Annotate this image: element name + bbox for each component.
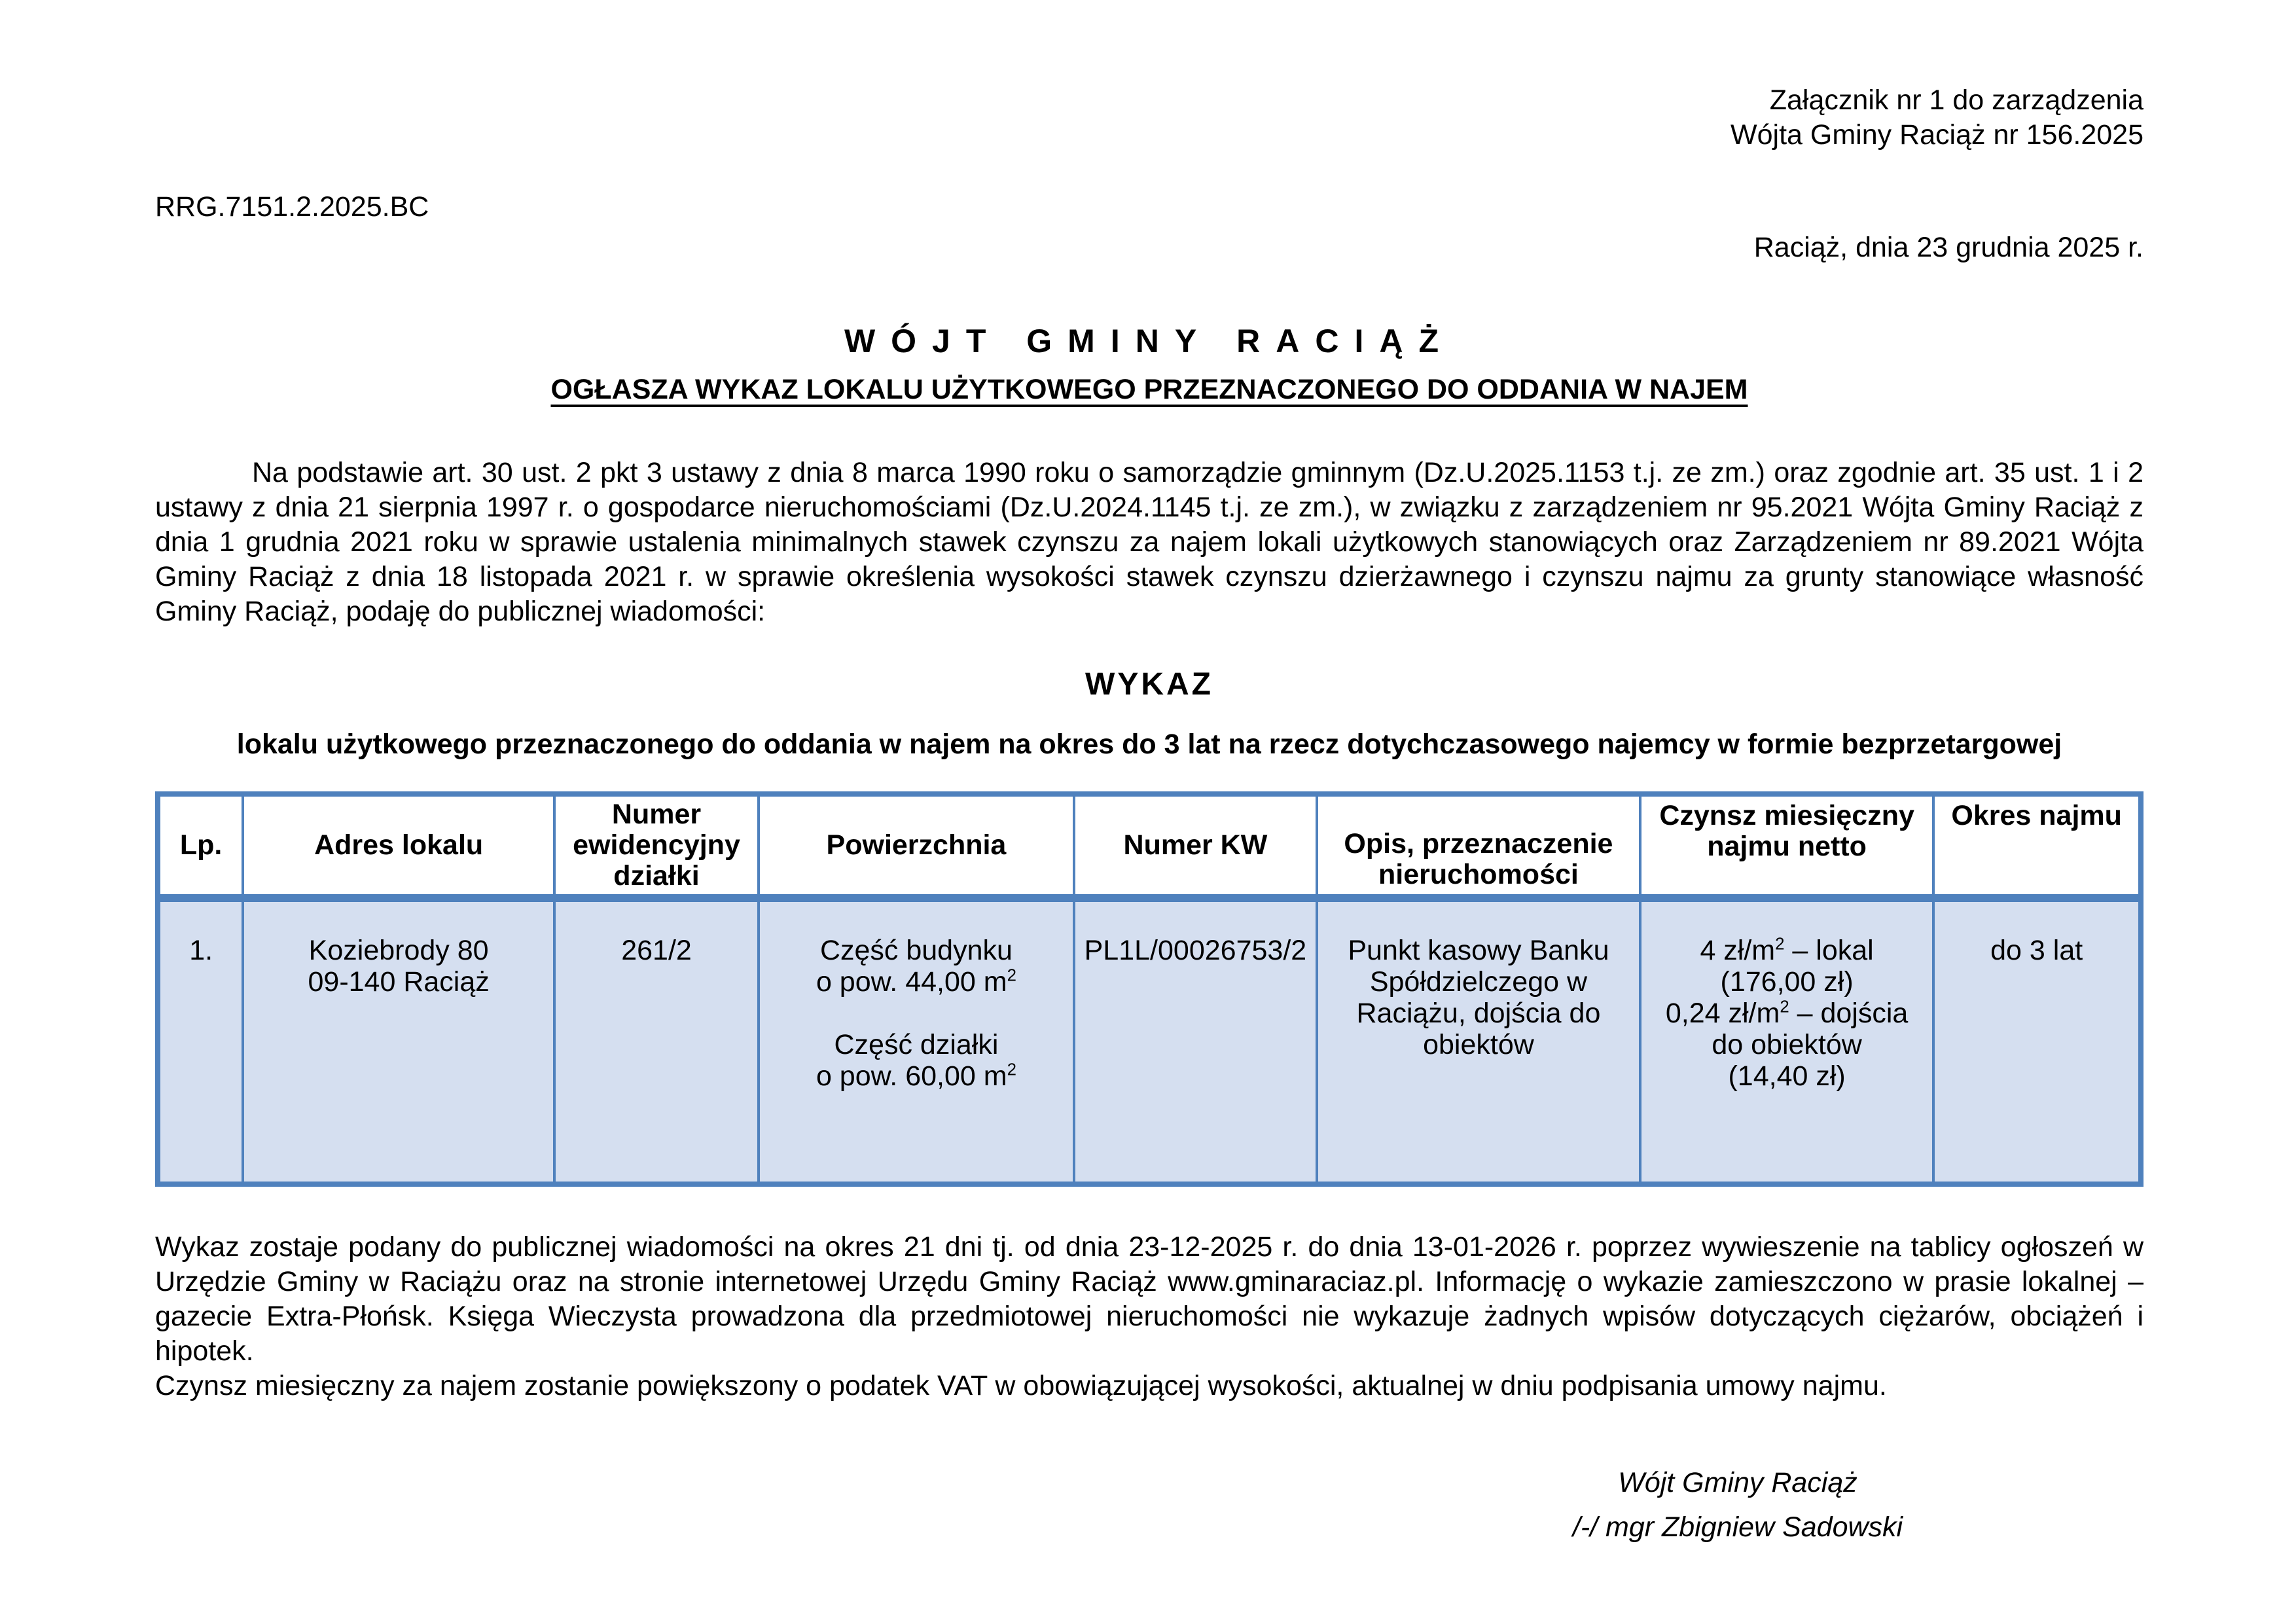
cell-czynsz — [1640, 898, 1933, 1184]
document-announcement: OGŁASZA WYKAZ LOKALU UŻYTKOWEGO PRZEZNACZONEGO DO ODDANIA W NAJEM — [550, 374, 1748, 405]
vat-note: Czynsz miesięczny za najem zostanie powiększony o podatek VAT w obowiązującej wysokości, aktualnej w dniu podpisania umowy najmu. — [155, 1370, 1887, 1401]
row-number: 1. — [189, 935, 213, 966]
cell-powierzchnia — [759, 898, 1074, 1184]
powierzchnia-dzialka-area: o pow. 60,00 m — [816, 1060, 1007, 1092]
czynsz-amount-2: (14,40 zł) — [1728, 1060, 1846, 1092]
superscript-2: 2 — [1007, 966, 1016, 985]
column-header-numer-dzialki: Numer ewidencyjny działki — [554, 794, 759, 898]
column-header-czynsz: Czynsz miesięczny najmu netto — [1640, 794, 1933, 898]
czynsz-amount-1: (176,00 zł) — [1720, 966, 1854, 998]
signature-name: /-/ mgr Zbigniew Sadowski — [1572, 1511, 1903, 1543]
czynsz-rate-2-suffix: – dojścia — [1789, 998, 1909, 1029]
property-table — [155, 791, 2144, 1187]
cell-numer-dzialki — [554, 898, 759, 1184]
cell-okres — [1933, 898, 2141, 1184]
cell-numer-kw — [1074, 898, 1317, 1184]
column-header-opis: Opis, przeznaczenie nieruchomości — [1317, 794, 1640, 898]
cell-adres — [243, 898, 554, 1184]
opis-value: Punkt kasowy Banku Spółdzielczego w Raciążu, dojścia do obiektów — [1348, 935, 1609, 1060]
adres-line-2: 09-140 Raciąż — [308, 966, 490, 998]
column-header-okres: Okres najmu — [1933, 794, 2141, 898]
signature-block — [1332, 1466, 2144, 1545]
czynsz-rate-2-cont: do obiektów — [1712, 1029, 1862, 1060]
intro-paragraph: Na podstawie art. 30 ust. 2 pkt 3 ustawy z dnia 8 marca 1990 roku o samorządzie gminnym (Dz.U.2025.1153 t.j. ze zm.) oraz zgodnie art. 35 ust. 1 i 2 ustawy z dnia 21 sierpnia 1997 r. o gospodarce nieruchomościami (Dz.U.2024.1145 t.j. ze zm.), w związku z zarządzeniem nr 95.2021 Wójta Gminy Raciąż z dnia 1 grudnia 2021 roku w sprawie ustalenia minimalnych stawek czynszu za najem lokali użytkowych stanowiących oraz Zarządzeniem nr 89.2021 Wójta Gminy Raciąż z dnia 18 listopada 2021 r. w sprawie określenia wysokości stawek czynszu dzierżawnego i czynszu najmu za grunty stanowiące własność Gminy Raciąż, podaję do publicznej wiadomości: — [155, 457, 2144, 627]
superscript-2: 2 — [1775, 935, 1785, 954]
numer-kw-value: PL1L/00026753/2 — [1084, 935, 1307, 966]
column-header-lp: Lp. — [158, 794, 243, 898]
attachment-note-line-1: Załącznik nr 1 do zarządzenia — [1769, 84, 2144, 116]
reference-number: RRG.7151.2.2025.BC — [155, 191, 429, 223]
czynsz-rate-2: 0,24 zł/m — [1665, 998, 1780, 1029]
superscript-2: 2 — [1780, 998, 1789, 1017]
column-header-powierzchnia: Powierzchnia — [759, 794, 1074, 898]
czynsz-rate-1-suffix: – lokal — [1784, 935, 1874, 966]
cell-lp — [158, 898, 243, 1184]
wykaz-subheading: lokalu użytkowego przeznaczonego do oddania w najem na okres do 3 lat na rzecz dotychczasowego najemcy w formie bezprzetargowej — [236, 729, 2062, 760]
superscript-2: 2 — [1007, 1060, 1016, 1079]
attachment-note — [155, 83, 2144, 153]
cell-opis — [1317, 898, 1640, 1184]
powierzchnia-dzialka: Część działki — [834, 1029, 999, 1060]
column-header-adres: Adres lokalu — [243, 794, 554, 898]
powierzchnia-budynek: Część budynku — [819, 935, 1013, 966]
numer-dzialki-value: 261/2 — [621, 935, 692, 966]
document-title: WÓJT GMINY RACIĄŻ — [844, 323, 1455, 359]
wykaz-heading: WYKAZ — [1085, 667, 1213, 702]
okres-value: do 3 lat — [1990, 935, 2083, 966]
attachment-note-line-2: Wójta Gminy Raciąż nr 156.2025 — [1731, 119, 2144, 151]
table-header-row — [158, 794, 2141, 898]
czynsz-rate-1: 4 zł/m — [1700, 935, 1776, 966]
signature-title: Wójt Gminy Raciąż — [1618, 1467, 1857, 1498]
powierzchnia-budynek-area: o pow. 44,00 m — [816, 966, 1007, 998]
table-row — [158, 898, 2141, 1184]
closing-paragraph: Wykaz zostaje podany do publicznej wiadomości na okres 21 dni tj. od dnia 23-12-2025 r. do dnia 13-01-2026 r. poprzez wywieszenie na tablicy ogłoszeń w Urzędzie Gminy w Raciążu oraz na stronie internetowej Urzędu Gminy Raciąż www.gminaraciaz.pl. Informację o wykazie zamieszczono w prasie lokalnej – gazecie Extra-Płońsk. Księga Wieczysta prowadzona dla przedmiotowej nieruchomości nie wykazuje żadnych wpisów dotyczących ciężarów, obciążeń i hipotek. — [155, 1231, 2144, 1367]
place-date: Raciąż, dnia 23 grudnia 2025 r. — [1753, 232, 2144, 263]
column-header-numer-kw: Numer KW — [1074, 794, 1317, 898]
adres-line-1: Koziebrody 80 — [308, 935, 489, 966]
